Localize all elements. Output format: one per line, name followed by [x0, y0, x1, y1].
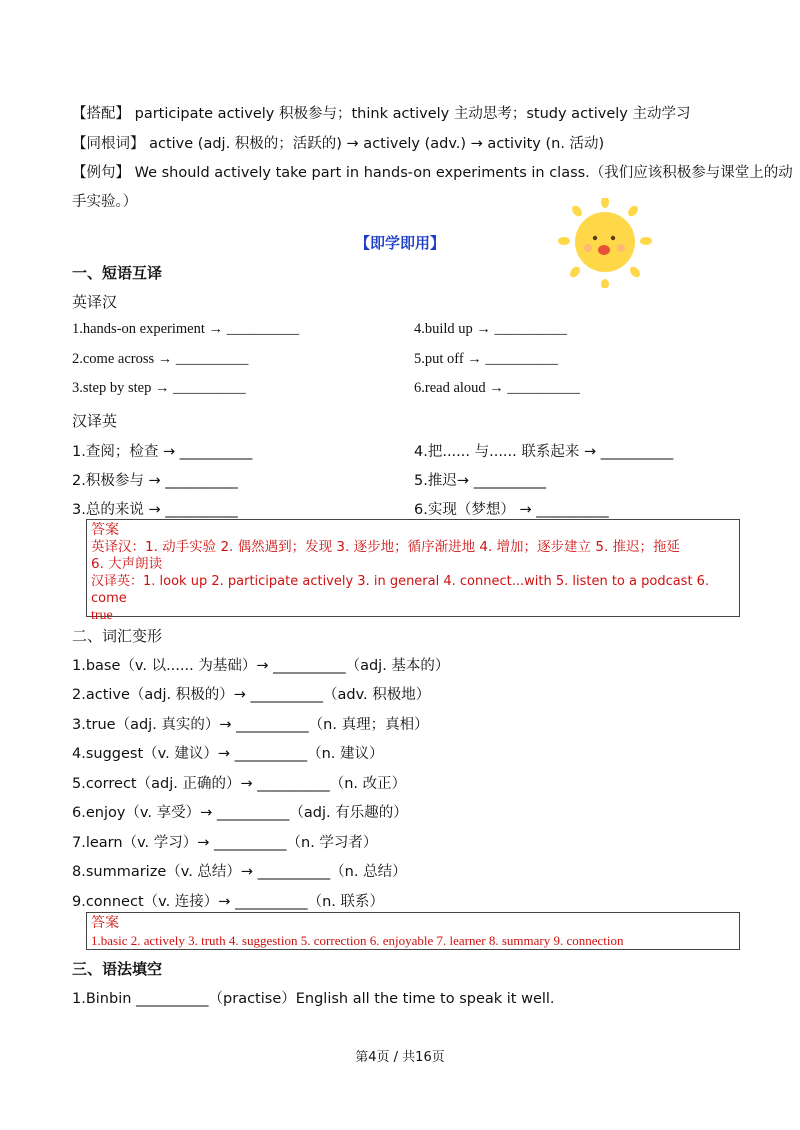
vocab-item: 8.summarize（v. 总结）→ __________（n. 总结）: [72, 864, 407, 880]
phrase-item: 6.read aloud → __________: [414, 380, 580, 396]
grammar-item: 1.Binbin __________（practise）English all the time to speak it well.: [72, 991, 555, 1007]
vocab-item: 4.suggest（v. 建议）→ __________（n. 建议）: [72, 746, 384, 762]
example-line-2: 手实验。）: [72, 194, 138, 210]
page-footer: 第4页 / 共16页: [355, 1050, 445, 1065]
section-title: 【即学即用】: [354, 234, 445, 252]
phrase-item: 4.build up → __________: [414, 321, 568, 337]
vocab-item: 7.learn（v. 学习）→ __________（n. 学习者）: [72, 835, 378, 851]
cn-en-label: 汉译英: [72, 412, 118, 430]
phrase-item: 2.积极参与 → __________: [72, 473, 238, 489]
sun-illustration-icon: [555, 198, 655, 288]
vocab-item: 1.base（v. 以...... 为基础）→ __________（adj. 基本的）: [72, 658, 450, 674]
answer-part2: 1.basic 2. actively 3. truth 4. suggestion 5. correction 6. enjoyable 7. learner 8. summary 9. connection: [91, 933, 624, 948]
phrase-item: 3.总的来说 → __________: [72, 502, 238, 518]
phrase-item: 1.查阅；检查 → __________: [72, 444, 253, 460]
answer-cn-en-1: 汉译英：1. look up 2. participate actively 3. in general 4. connect...with 5. listen to a podcast 6. come: [91, 574, 710, 606]
part2-heading: 二、词汇变形: [72, 627, 163, 645]
en-cn-label: 英译汉: [72, 293, 118, 311]
answer-box-part2: [86, 912, 740, 950]
answer-en-cn-1: 英译汉：1. 动手实验 2. 偶然遇到；发现 3. 逐步地；循序渐进地 4. 增加；逐步建立 5. 推迟；拖延: [91, 539, 681, 555]
cognates-line: 【同根词】 active (adj. 积极的；活跃的) → actively (adv.) → activity (n. 活动): [72, 136, 605, 152]
part1-heading: 一、短语互译: [72, 264, 163, 282]
vocab-item: 3.true（adj. 真实的）→ __________（n. 真理；真相）: [72, 717, 429, 733]
phrase-item: 6.实现（梦想） → __________: [414, 502, 609, 518]
answer-label: 答案: [91, 915, 119, 931]
phrase-item: 5.推迟→ __________: [414, 473, 547, 489]
answer-box-part1: [86, 519, 740, 623]
phrase-item: 2.come across → __________: [72, 351, 249, 367]
answer-cn-en-2: true: [91, 608, 113, 623]
answer-en-cn-2: 6. 大声朗读: [91, 556, 163, 572]
part3-heading: 三、语法填空: [72, 960, 163, 978]
vocab-item: 2.active（adj. 积极的）→ __________（adv. 积极地）: [72, 687, 431, 703]
answer-label: 答案: [91, 522, 119, 538]
phrase-item: 1.hands-on experiment → __________: [72, 321, 300, 337]
phrase-item: 5.put off → __________: [414, 351, 558, 367]
vocab-item: 6.enjoy（v. 享受）→ __________（adj. 有乐趣的）: [72, 805, 408, 821]
example-line-1: 【例句】 We should actively take part in hands-on experiments in class.（我们应该积极参与课堂上的动: [72, 165, 793, 181]
collocation-line: 【搭配】 participate actively 积极参与；think actively 主动思考；study actively 主动学习: [72, 106, 691, 122]
vocab-item: 5.correct（adj. 正确的）→ __________（n. 改正）: [72, 776, 407, 792]
vocab-item: 9.connect（v. 连接）→ __________（n. 联系）: [72, 894, 384, 910]
phrase-item: 4.把...... 与...... 联系起来 → __________: [414, 444, 674, 460]
phrase-item: 3.step by step → __________: [72, 380, 246, 396]
